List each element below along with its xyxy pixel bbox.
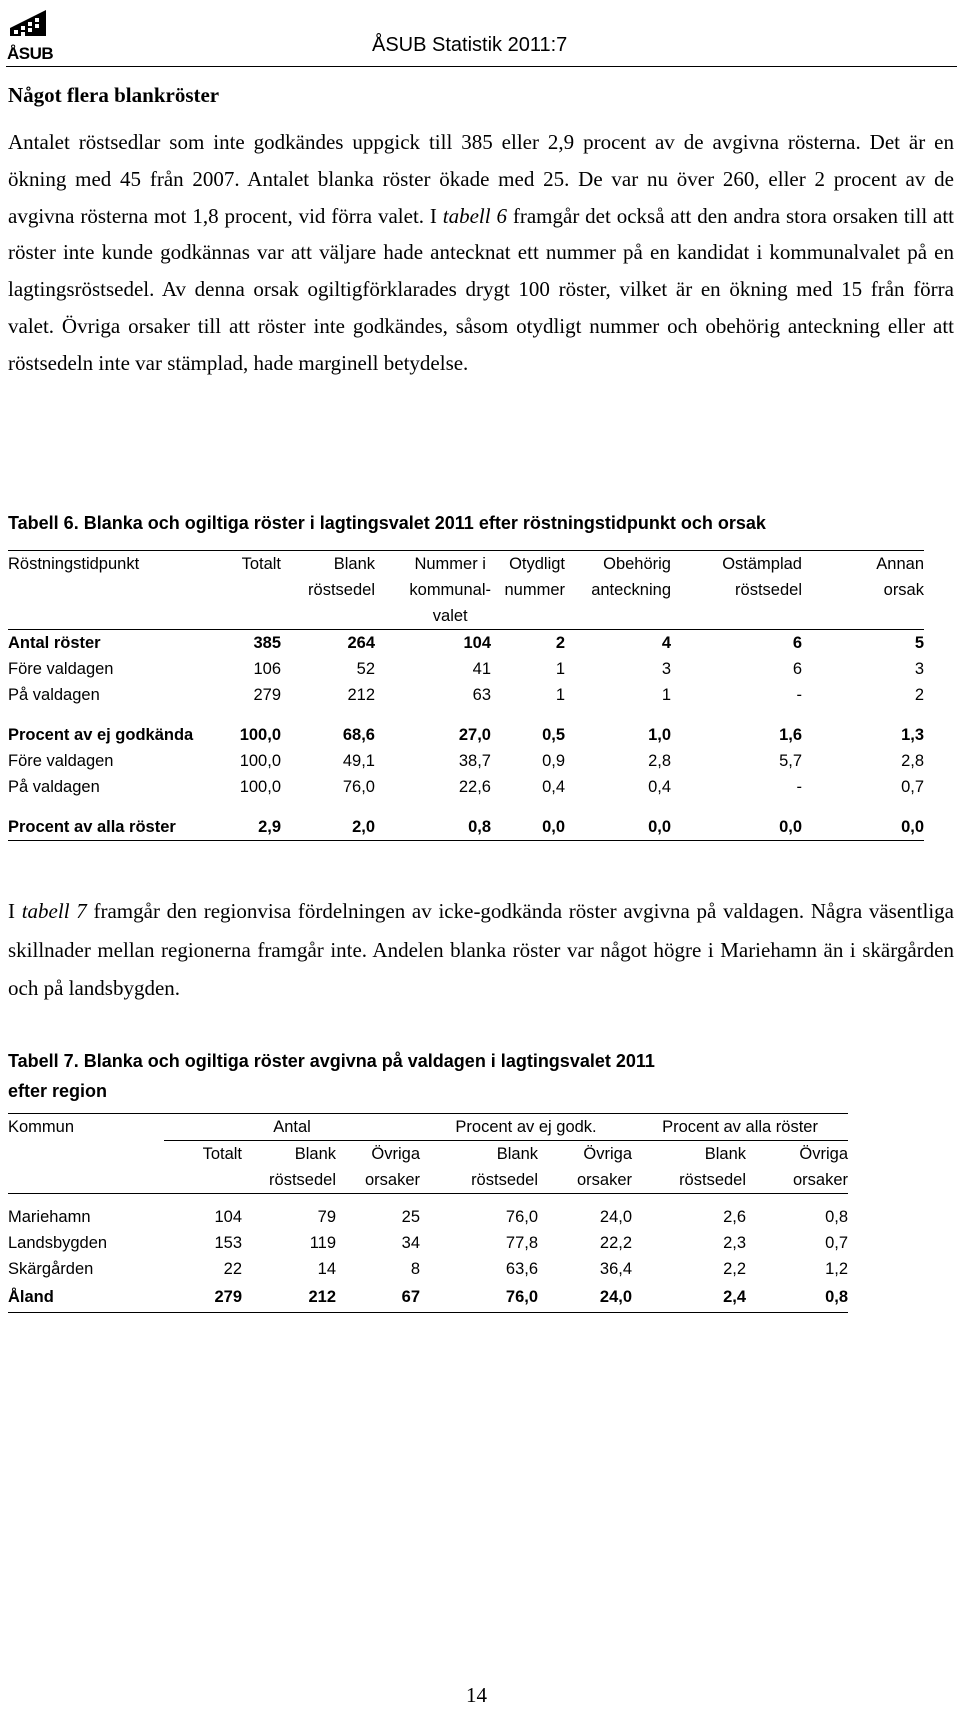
group-header-procent-ej-godk: Procent av ej godk. bbox=[420, 1114, 632, 1141]
group-header-antal: Antal bbox=[164, 1114, 420, 1141]
header-cell: Kommun bbox=[8, 1117, 75, 1136]
table-7-caption: Tabell 7. Blanka och ogiltiga röster avgivna på valdagen i lagtingsvalet 2011 bbox=[8, 1051, 655, 1071]
table-row: Procent av alla röster 2,9 2,0 0,8 0,0 0,0 0,0 0,0 bbox=[8, 814, 924, 841]
table-6-reference: tabell 6 bbox=[442, 203, 507, 228]
header-cell: Otydligt nummer bbox=[504, 555, 565, 599]
table-row: På valdagen 279 212 63 1 1 - 2 bbox=[8, 685, 924, 704]
logo-text: ÅSUB bbox=[7, 44, 54, 62]
table-7 bbox=[8, 1113, 848, 1313]
paragraph-1: Antalet röstsedlar som inte godkändes uppgick till 385 eller 2,9 procent av de avgivna rösterna. Det är en ökning med 45 från 2007. Antalet blanka röster ökade med 25. De var nu över 260, eller 2 procent av de avgivna rösterna mot 1,8 procent, vid förra valet. I tabell 6 framgår det också att den andra stora orsaken till att röster inte kunde godkännas var att väljare hade antecknat ett nummer på en kandidat i kommunalvalet på en lagtingsröstsedel. Av denna orsak ogiltigförklarades drygt 100 röster, vilket är en ökning med 15 från förra valet. Övriga orsaker till att röster inte godkändes, såsom otydligt nummer och obehörig anteckning eller att röstsedeln inte var stämplad, hade marginell betydelse. bbox=[8, 130, 955, 375]
header-cell: Annan orsak bbox=[876, 555, 924, 599]
table-row: Landsbygden 153 119 34 77,8 22,2 2,3 0,7 bbox=[8, 1233, 849, 1252]
table-6-caption: Tabell 6. Blanka och ogiltiga röster i lagtingsvalet 2011 efter röstningstidpunkt och orsak bbox=[8, 513, 766, 533]
table-row: På valdagen 100,0 76,0 22,6 0,4 0,4 - 0,7 bbox=[8, 777, 924, 796]
header-cell: Obehörig anteckning bbox=[591, 555, 671, 599]
table-row-total: Åland 279 212 67 76,0 24,0 2,4 0,8 bbox=[8, 1282, 848, 1313]
paragraph-2: I tabell 7 framgår den regionvisa fördelningen av icke-godkända röster avgivna på valdagen. Några väsentliga skillnader mellan regionerna framgår inte. Andelen blanka röster var något högre i Mariehamn än i skärgården och på landsbygden. bbox=[8, 899, 954, 1000]
table-7-group-header-row bbox=[8, 1114, 848, 1141]
table-row: Före valdagen 100,0 49,1 38,7 0,9 2,8 5,7 2,8 bbox=[8, 751, 924, 770]
table-7-subheader-row-2: röstsedel orsaker röstsedel orsaker röstsedel orsaker bbox=[8, 1167, 848, 1194]
header-cell: Nummer i kommunal- valet bbox=[409, 555, 491, 625]
asub-logo bbox=[6, 6, 62, 62]
table-7-reference: tabell 7 bbox=[21, 899, 87, 923]
header-cell: Ostämplad röstsedel bbox=[722, 555, 802, 599]
table-row: Antal röster 385 264 104 2 4 6 5 bbox=[8, 633, 924, 652]
table-row: Mariehamn 104 79 25 76,0 24,0 2,6 0,8 bbox=[8, 1207, 849, 1226]
header-title: ÅSUB Statistik 2011:7 bbox=[372, 34, 568, 56]
table-row: Före valdagen 106 52 41 1 3 6 3 bbox=[8, 659, 924, 678]
section-heading: Något flera blankröster bbox=[8, 83, 220, 107]
group-header-procent-alla: Procent av alla röster bbox=[632, 1114, 848, 1141]
table-6-header-row bbox=[8, 551, 924, 630]
header-cell: Totalt bbox=[241, 555, 281, 573]
table-7-subheader-row: Totalt Blank Övriga Blank Övriga Blank Övriga bbox=[202, 1144, 849, 1163]
header-divider bbox=[6, 66, 957, 67]
table-row: Skärgården 22 14 8 63,6 36,4 2,2 1,2 bbox=[8, 1259, 849, 1278]
header-cell: Röstningstidpunkt bbox=[8, 555, 140, 573]
table-7-caption-line-2: efter region bbox=[8, 1081, 108, 1101]
table-6 bbox=[8, 550, 924, 841]
header-cell: Blank röstsedel bbox=[308, 555, 375, 599]
table-row: Procent av ej godkända 100,0 68,6 27,0 0,5 1,0 1,6 1,3 bbox=[8, 725, 924, 744]
page-number: 14 bbox=[466, 1683, 487, 1707]
